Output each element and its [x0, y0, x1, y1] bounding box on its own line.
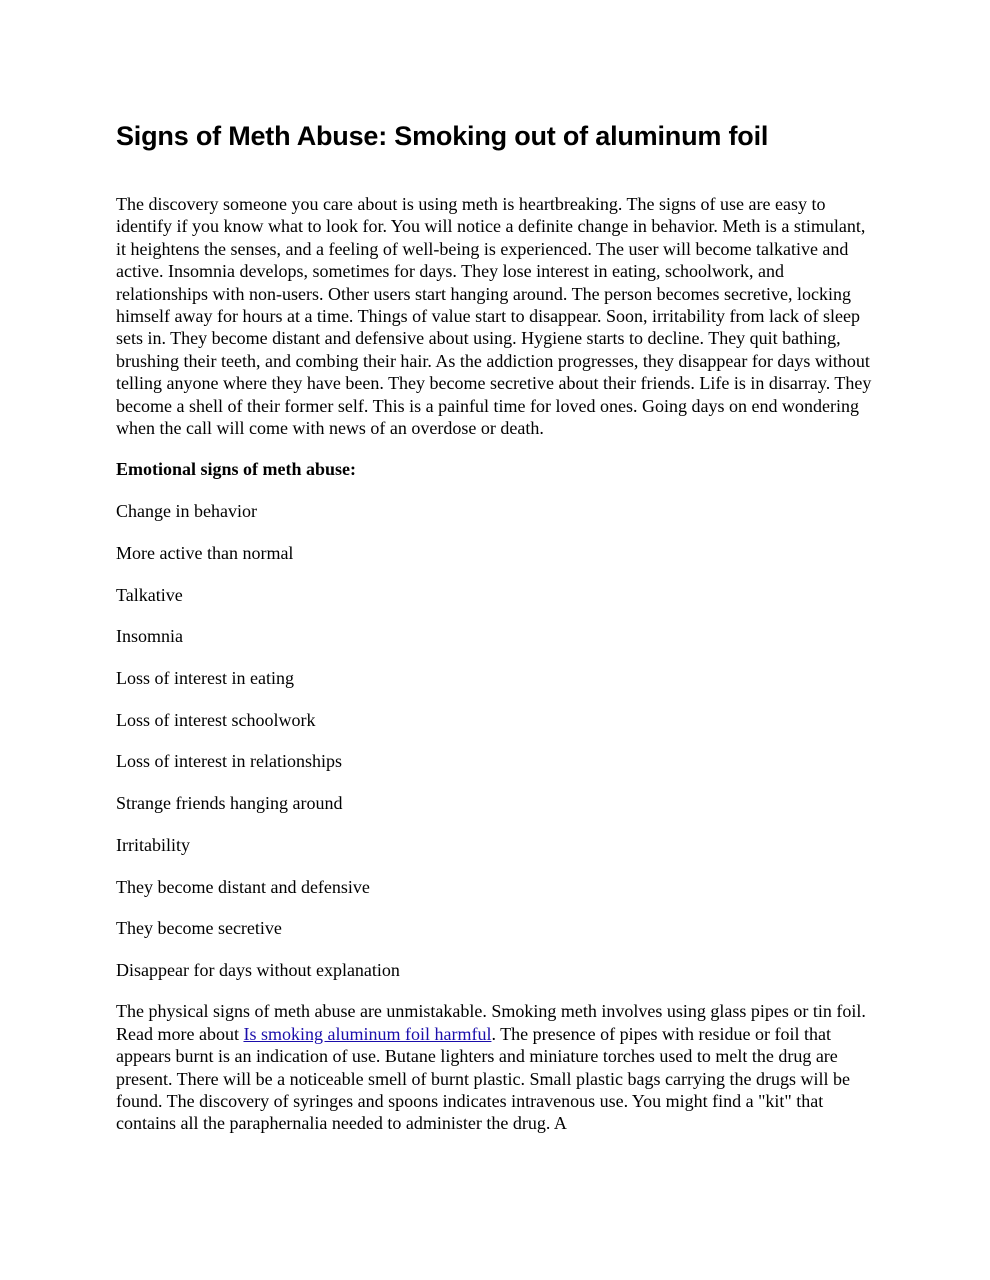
intro-paragraph: The discovery someone you care about is using meth is heartbreaking. The signs of use are easy to identify if you know what to look for. You will notice a definite change in behavior. Meth is a stimulant, it heightens the senses, and a feeling of well-being is experienced. The user will become talkative and active. Insomnia develops, sometimes for days. They lose interest in eating, schoolwork, and relationships with non-users. Other users start hanging around. The person becomes secretive, locking himself away for hours at a time. Things of value start to disappear. Soon, irritability from lack of sleep sets in. They become distant and defensive about using. Hygiene starts to decline. They quit bathing, brushing their teeth, and combing their hair. As the addiction progresses, they disappear for days without telling anyone where they have been. They become secretive about their friends. Life is in disarray. They become a shell of their former self. This is a painful time for loved ones. Going days on end wondering when the call will come with news of an overdose or death. — [116, 194, 872, 439]
physical-text-before-link: The physical signs of meth abuse are unmistakable. Smoking meth involves using glass pipes or tin foil. Read more about — [116, 1001, 866, 1044]
list-item: Change in behavior — [116, 501, 257, 522]
emotional-signs-list — [116, 500, 876, 981]
list-item: Disappear for days without explanation — [116, 959, 400, 980]
list-item: More active than normal — [116, 542, 294, 563]
physical-text-after-link: . The presence of pipes with residue or foil that appears burnt is an indication of use. Butane lighters and miniature torches used to melt the drug are present. There will be a noticeable smell of burnt plastic. Small plastic bags carrying the drugs will be found. The discovery of syringes and spoons indicates intravenous use. You might find a "kit" that contains all the paraphernalia needed to administer the drug. A — [116, 1023, 850, 1134]
physical-signs-paragraph — [116, 1000, 876, 1134]
list-item: Irritability — [116, 834, 190, 855]
document-title: Signs of Meth Abuse: Smoking out of aluminum foil — [116, 121, 769, 151]
aluminum-foil-article-link[interactable]: Is smoking aluminum foil harmful — [243, 1023, 492, 1044]
list-item: Talkative — [116, 584, 183, 605]
list-item: They become distant and defensive — [116, 876, 370, 897]
emotional-signs-heading: Emotional signs of meth abuse: — [116, 459, 357, 480]
list-item: Loss of interest in relationships — [116, 751, 342, 772]
list-item: They become secretive — [116, 918, 282, 939]
list-item: Loss of interest schoolwork — [116, 709, 316, 730]
list-item: Strange friends hanging around — [116, 793, 343, 814]
list-item: Insomnia — [116, 626, 183, 647]
list-item: Loss of interest in eating — [116, 667, 294, 688]
document-page — [116, 118, 876, 1135]
